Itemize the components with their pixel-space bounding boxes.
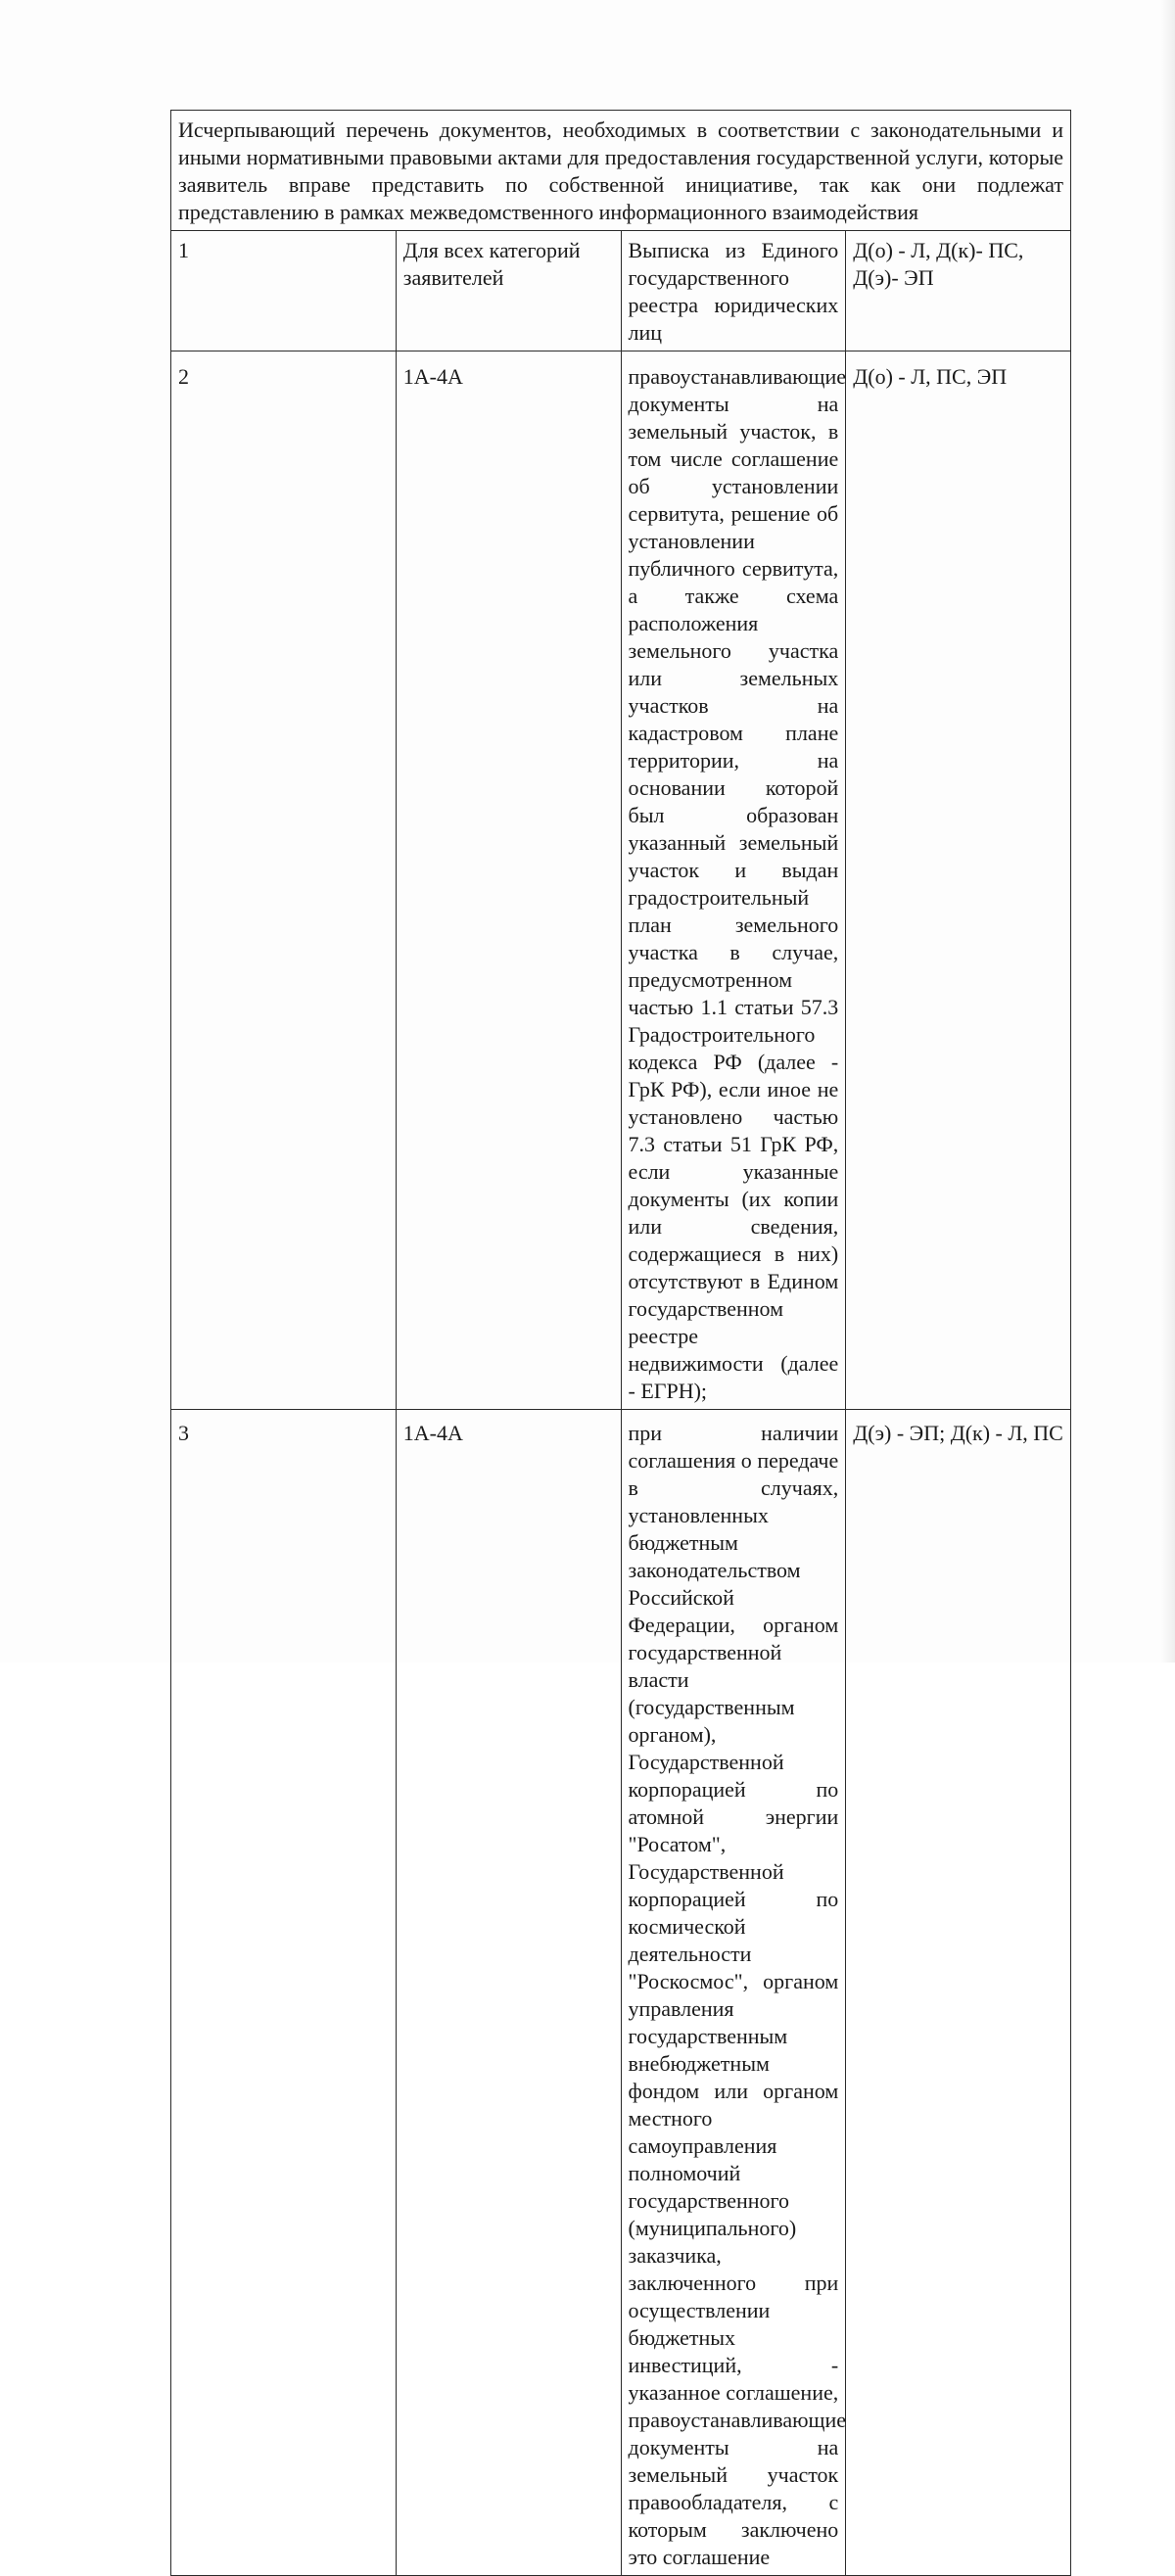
row-number: 1 (171, 231, 397, 351)
table-row (171, 231, 1071, 351)
applicant-category: Для всех категорий заявителей (396, 231, 621, 351)
document-format: Д(о) - Л, Д(к)- ПС, Д(э)- ЭП (846, 231, 1071, 351)
document-format: Д(э) - ЭП; Д(к) - Л, ПС (846, 1410, 1071, 2576)
document-description: Выписка из Единого государственного реестра юридических лиц (621, 231, 846, 351)
document-description: при наличии соглашения о передаче в случаях, установленных бюджетным законодательством Российской Федерации, органом государственной власти (государственным органом), Государственной корпорацией по атомной энергии "Росатом", Государственной корпорацией по космической деятельности "Роскосмос", органом управления государственным внебюджетным фондом или органом местного самоуправления полномочий государственного (муниципального) заказчика, заключенного при осуществлении бюджетных инвестиций, - указанное соглашение, правоустанавливающие документы на земельный участок правообладателя, с которым заключено это соглашение (621, 1410, 846, 2576)
table-row (171, 1410, 1071, 2576)
table-header-row (171, 111, 1071, 231)
documents-table (170, 110, 1071, 2576)
row-number: 2 (171, 351, 397, 1410)
scan-edge-shadow (1161, 0, 1175, 1663)
applicant-category: 1А-4А (396, 1410, 621, 2576)
row-number: 3 (171, 1410, 397, 2576)
table-row (171, 351, 1071, 1410)
table-header-cell: Исчерпывающий перечень документов, необходимых в соответствии с законодательными и иными нормативными правовыми актами для предоставления государственной услуги, которые заявитель вправе представить по собственной инициативе, так как они подлежат представлению в рамках межведомственного информационного взаимодействия (171, 111, 1071, 231)
document-description: правоустанавливающие документы на земельный участок, в том числе соглашение об установлении сервитута, решение об установлении публичного сервитута, а также схема расположения земельного участка или земельных участков на кадастровом плане территории, на основании которой был образован указанный земельный участок и выдан градостроительный план земельного участка в случае, предусмотренном частью 1.1 статьи 57.3 Градостроительного кодекса РФ (далее - ГрК РФ), если иное не установлено частью 7.3 статьи 51 ГрК РФ, если указанные документы (их копии или сведения, содержащиеся в них) отсутствуют в Едином государственном реестре недвижимости (далее - ЕГРН); (621, 351, 846, 1410)
document-format: Д(о) - Л, ПС, ЭП (846, 351, 1071, 1410)
applicant-category: 1А-4А (396, 351, 621, 1410)
